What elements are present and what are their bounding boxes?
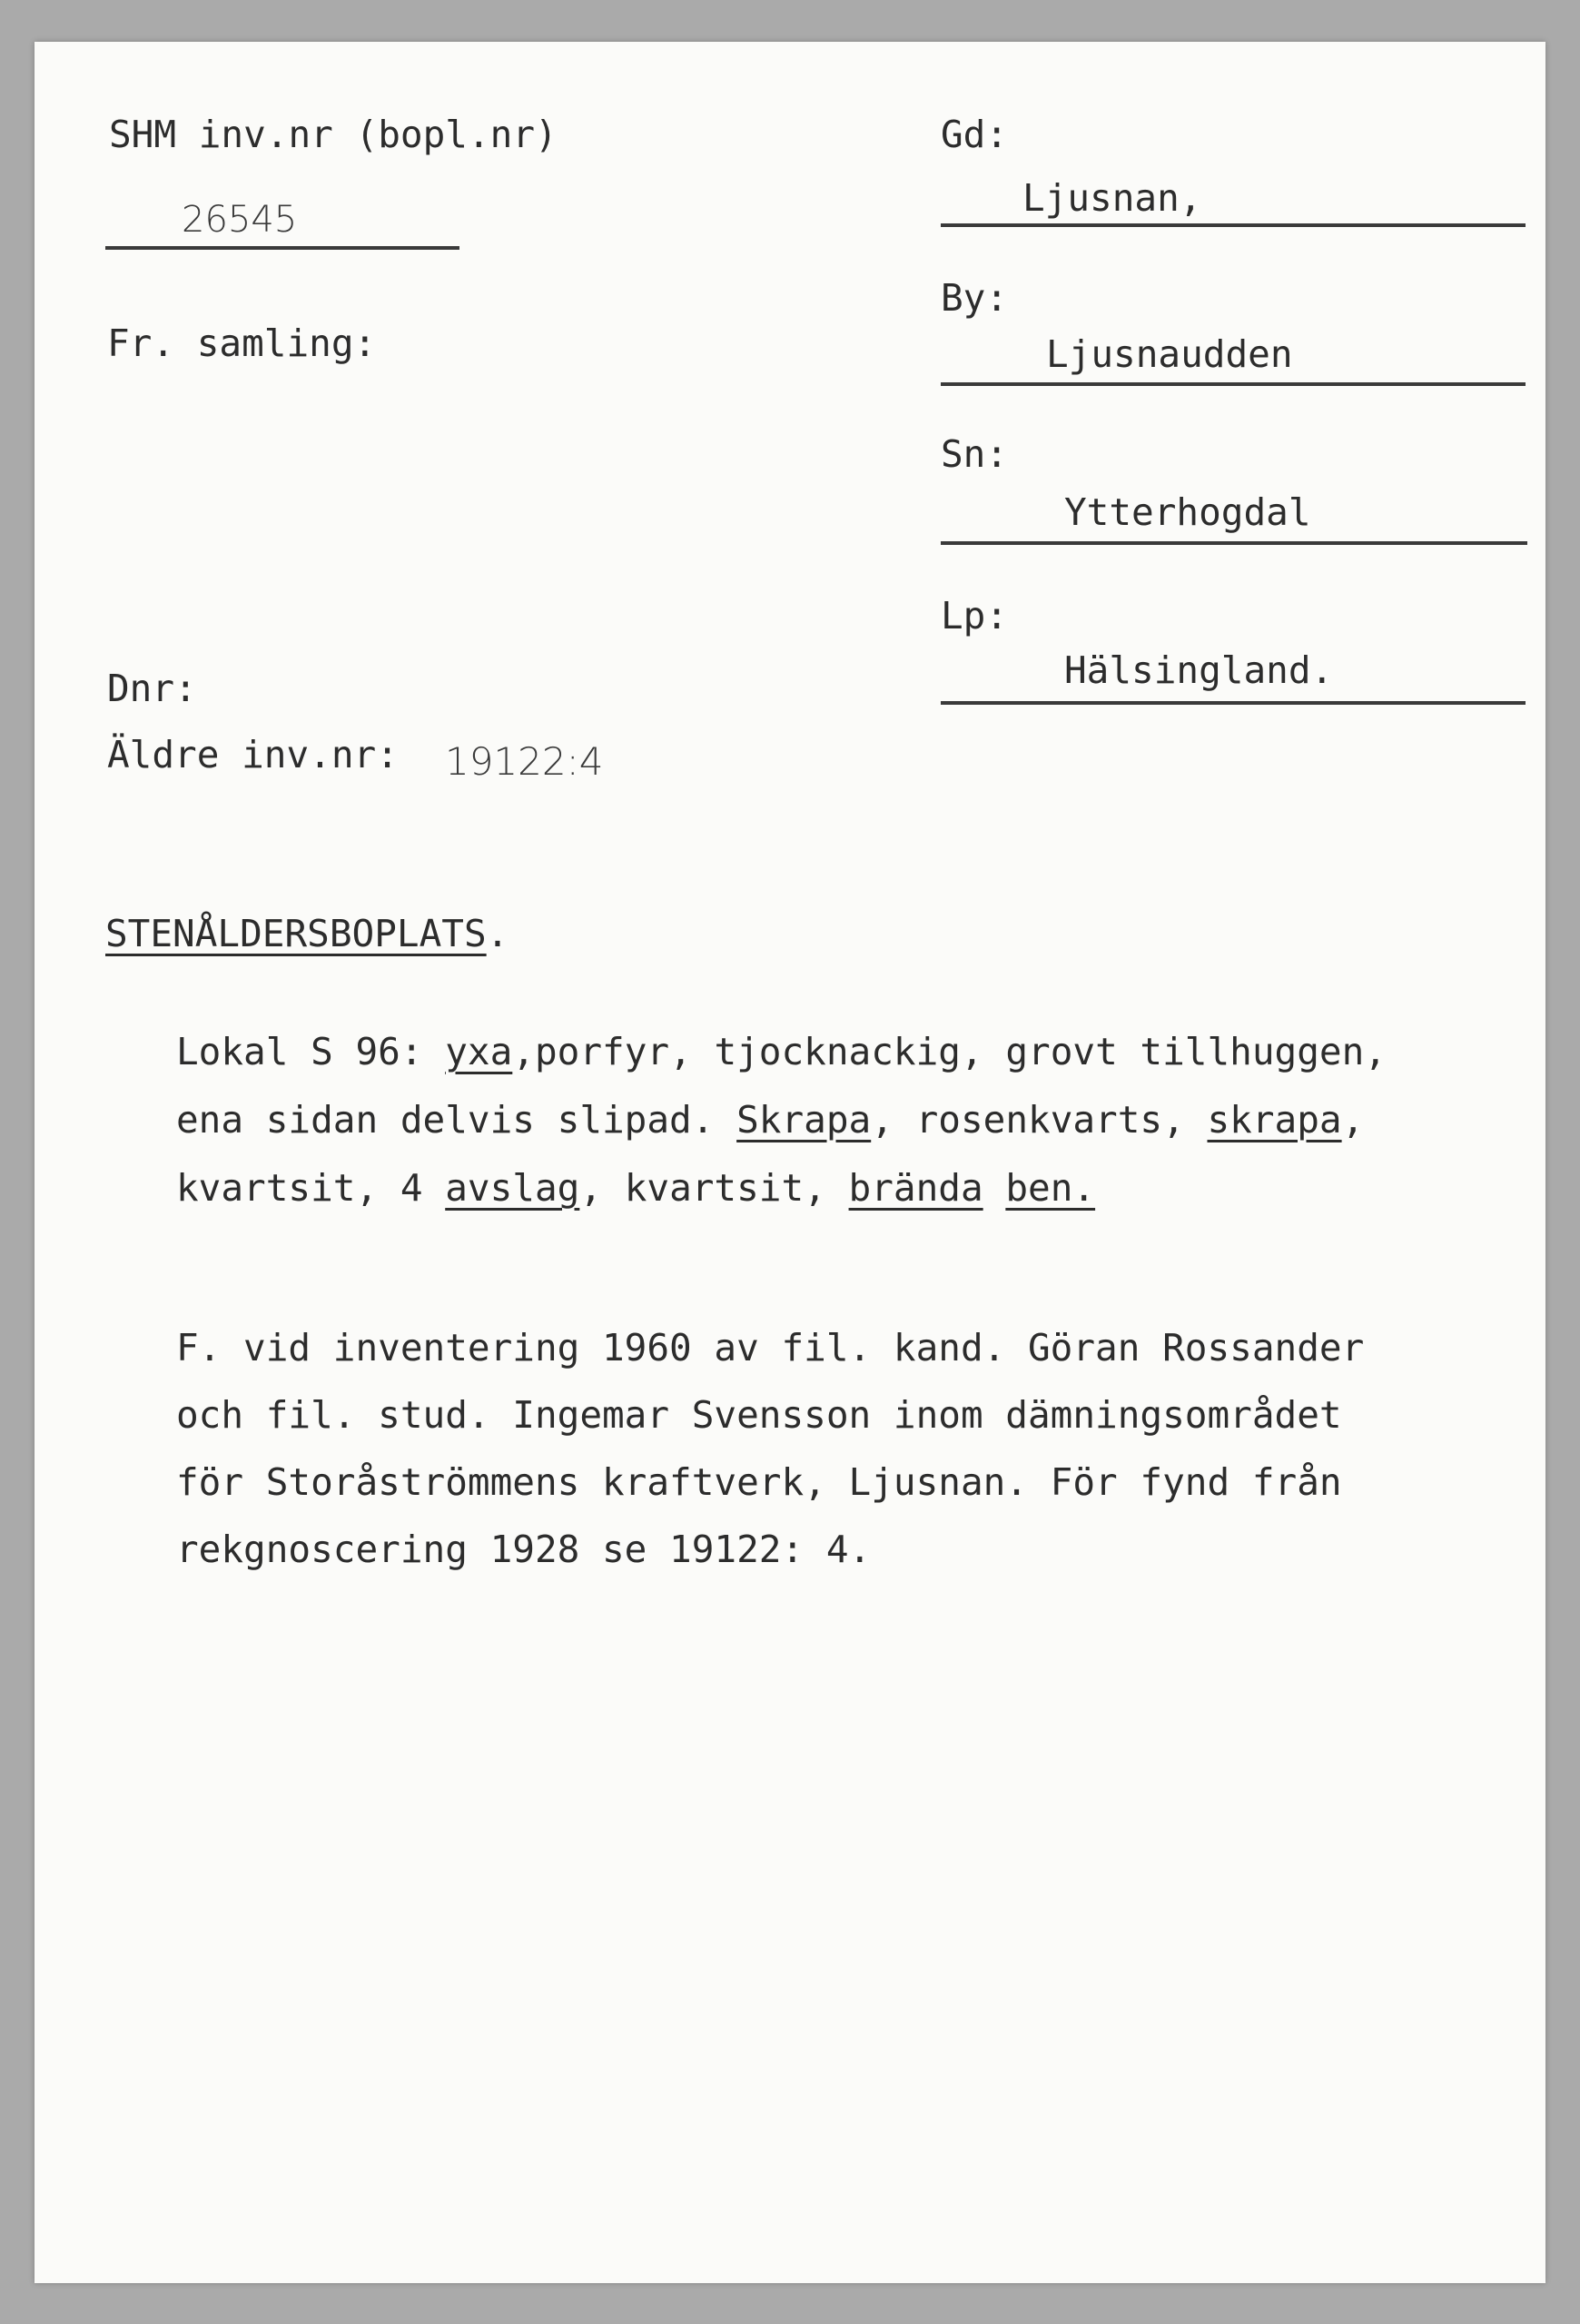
find-term: ben. <box>1005 1166 1096 1210</box>
sn-label: Sn: <box>941 432 1009 476</box>
inv-value: 26545 <box>182 199 298 241</box>
text-segment: ena sidan delvis slipad. <box>176 1098 737 1142</box>
by-value: Ljusnaudden <box>1046 332 1293 376</box>
text-segment: kvartsit, 4 <box>176 1166 446 1210</box>
provenance-line-3: för Storåströmmens kraftverk, Ljusnan. För fynd från <box>176 1460 1342 1504</box>
find-term: Skrapa <box>736 1098 872 1142</box>
text-segment: , kvartsit, <box>579 1166 849 1210</box>
text-segment: , rosenkvarts, <box>871 1098 1208 1142</box>
provenance-line-2: och fil. stud. Ingemar Svensson inom dämningsområdet <box>176 1393 1342 1437</box>
inv-underline <box>105 246 459 250</box>
find-line-3 <box>176 1166 1096 1210</box>
aldre-label: Äldre inv.nr: <box>107 733 399 776</box>
text-segment <box>983 1166 1006 1210</box>
lp-value: Hälsingland. <box>1064 648 1334 692</box>
lp-underline <box>941 701 1526 705</box>
catalog-card <box>35 42 1545 2283</box>
text-segment: Lokal S 96: <box>176 1030 446 1073</box>
dnr-label: Dnr: <box>107 667 197 710</box>
provenance-line-4: rekgnoscering 1928 se 19122: 4. <box>176 1528 872 1571</box>
title-text: STENÅLDERSBOPLATS <box>105 912 487 955</box>
sn-underline <box>941 541 1527 545</box>
lp-label: Lp: <box>941 594 1009 638</box>
find-term: skrapa <box>1207 1098 1342 1142</box>
provenance-line-1: F. vid inventering 1960 av fil. kand. Göran Rossander <box>176 1326 1365 1370</box>
page-title <box>105 912 509 955</box>
text-segment: , <box>1341 1098 1365 1142</box>
find-term: avslag <box>445 1166 580 1210</box>
inv-label: SHM inv.nr (bopl.nr) <box>109 113 558 156</box>
by-label: By: <box>941 276 1009 320</box>
title-period: . <box>486 912 509 955</box>
find-line-1 <box>176 1030 1387 1073</box>
gd-label: Gd: <box>941 113 1009 156</box>
sn-value: Ytterhogdal <box>1064 490 1311 534</box>
aldre-value: 19122:4 <box>445 739 604 784</box>
text-segment: ,porfyr, tjocknackig, grovt tillhuggen, <box>512 1030 1387 1073</box>
by-underline <box>941 382 1526 386</box>
find-term: yxa <box>445 1030 513 1073</box>
gd-underline <box>941 223 1526 227</box>
find-term: brända <box>848 1166 983 1210</box>
gd-value: Ljusnan, <box>1022 176 1202 220</box>
find-line-2 <box>176 1098 1365 1142</box>
fr-samling-label: Fr. samling: <box>107 321 377 365</box>
